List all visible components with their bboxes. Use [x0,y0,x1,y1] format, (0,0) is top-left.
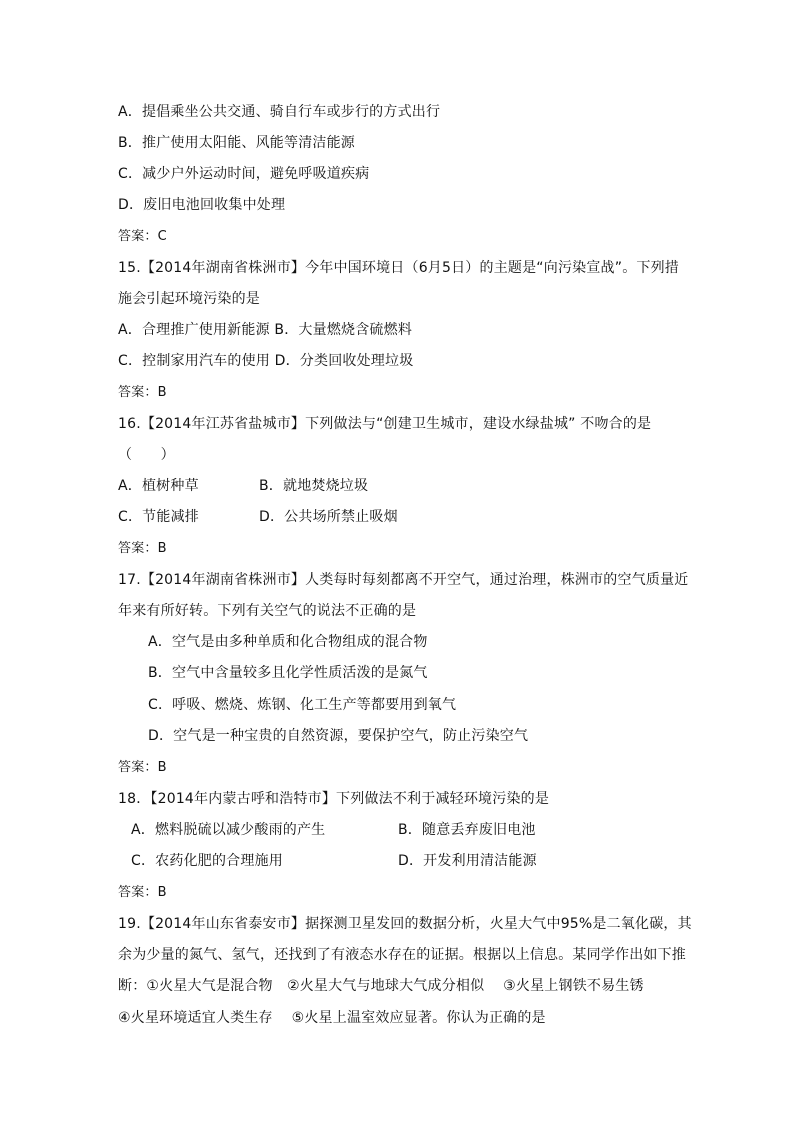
q16-option-d: D．公共场所禁止吸烟 [259,509,398,525]
q14-option-c: C．减少户外运动时间，避免呼吸道疾病 [118,166,370,182]
q14-option-d: D．废旧电池回收集中处理 [118,197,286,213]
q15-options-cd: C．控制家用汽车的使用 D．分类回收处理垃圾 [118,353,414,369]
q16-option-b: B．就地焚烧垃圾 [259,478,369,494]
q14-option-a: A．提倡乘坐公共交通、骑自行车或步行的方式出行 [118,104,441,120]
q18-option-a: A．燃料脱硫以减少酸雨的产生 [131,822,326,838]
q17-option-a: A．空气是由多种单质和化合物组成的混合物 [148,634,428,650]
q18-option-b: B．随意丢弃废旧电池 [398,822,536,838]
q16-option-c: C．节能减排 [118,509,199,525]
q16-answer: 答案：B [118,541,167,556]
q19-stem-line1: 19.【2014年山东省泰安市】据探测卫星发回的数据分析，火星大气中95%是二氧化碳，其 [118,916,692,932]
q16-stem-line1: 16.【2014年江苏省盐城市】下列做法与“创建卫生城市，建设水绿盐城” 不吻合的是 [118,416,652,432]
q19-stem-line2: 余为少量的氮气、氢气，还找到了有液态水存在的证据。根据以上信息。某同学作出如下推 [118,947,686,963]
q17-stem-line1: 17.【2014年湖南省株洲市】人类每时每刻都离不开空气，通过治理，株洲市的空气质量近 [118,572,689,588]
q17-option-b: B．空气中含量较多且化学性质活泼的是氮气 [148,665,428,681]
q18-option-c: C．农药化肥的合理施用 [131,853,283,869]
q14-answer: 答案：C [118,229,167,244]
q15-stem-line1: 15.【2014年湖南省株洲市】今年中国环境日（6月5日）的主题是“向污染宣战”。下列措 [118,260,680,276]
q18-answer: 答案：B [118,885,167,900]
q17-answer: 答案：B [118,760,167,775]
q17-stem-line2: 年来有所好转。下列有关空气的说法不正确的是 [118,603,417,619]
q15-stem-line2: 施会引起环境污染的是 [118,291,260,307]
q17-option-d: D．空气是一种宝贵的自然资源，要保护空气，防止污染空气 [148,728,529,744]
q15-answer: 答案：B [118,385,167,400]
q19-stem-line3: 断：①火星大气是混合物 ②火星大气与地球大气成分相似 ③火星上钢铁不易生锈 [118,978,644,994]
q18-option-d: D．开发利用清洁能源 [398,853,537,869]
q17-option-c: C．呼吸、燃烧、炼钢、化工生产等都要用到氧气 [148,697,457,713]
q18-stem-line1: 18．【2014年内蒙古呼和浩特市】下列做法不利于减轻环境污染的是 [118,791,550,807]
q15-options-ab: A．合理推广使用新能源 B．大量燃烧含硫燃料 [118,322,413,338]
q19-stem-line4: ④火星环境适宜人类生存 ⑤火星上温室效应显著。你认为正确的是 [118,1010,546,1026]
q14-option-b: B．推广使用太阳能、风能等清洁能源 [118,135,356,151]
q16-option-a: A．植树种草 [118,478,199,494]
q16-stem-line2: （ ） [118,447,175,463]
